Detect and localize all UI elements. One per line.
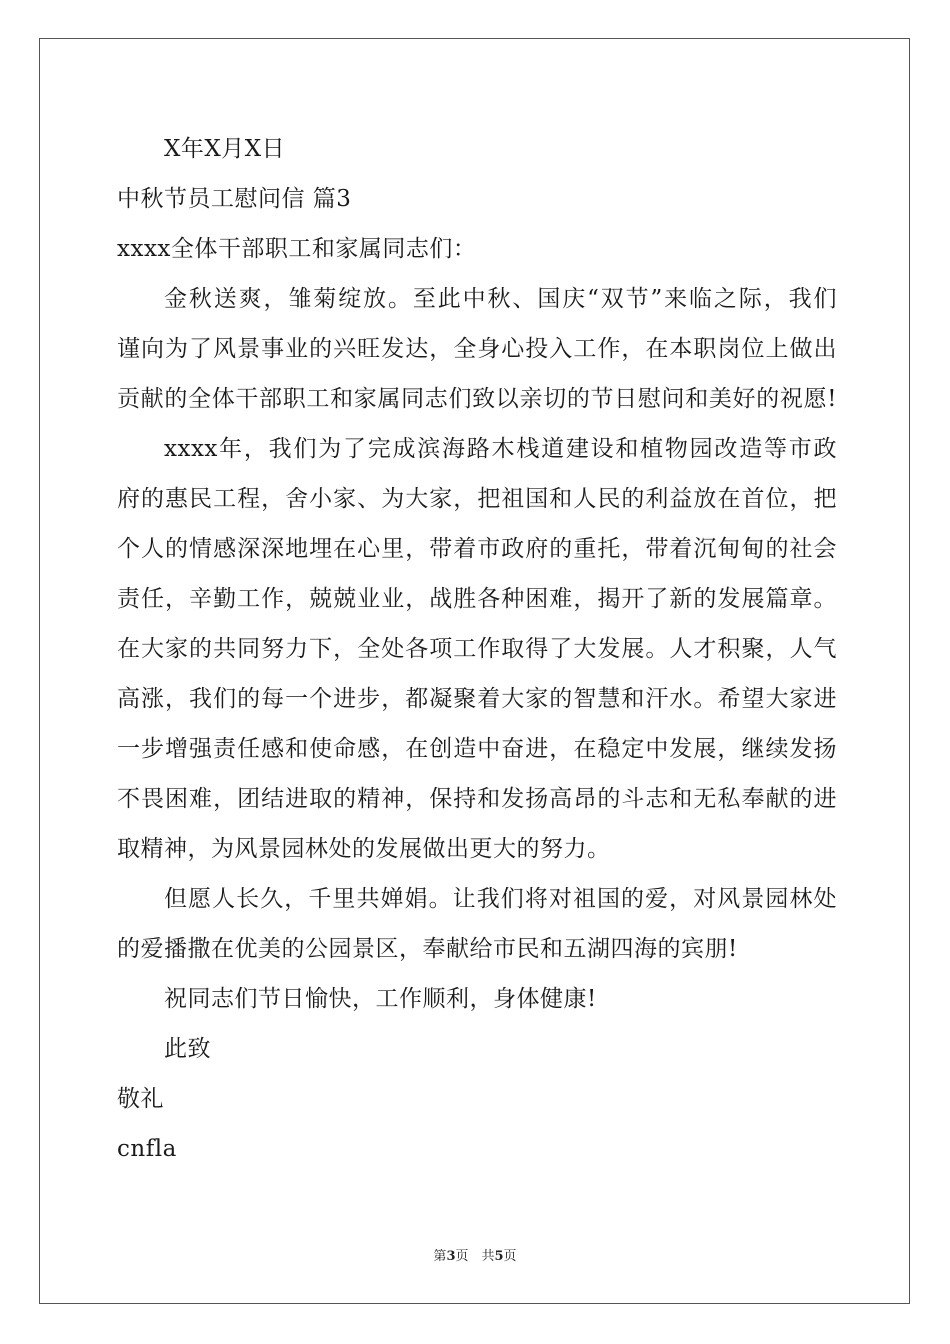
page-number (0, 1245, 950, 1264)
paragraph-line: 责任，辛勤工作，兢兢业业，战胜各种困难，揭开了新的发展篇章。 (117, 586, 837, 612)
paragraph-line: 的爱播撒在优美的公园景区，奉献给市民和五湖四海的宾朋! (117, 936, 738, 962)
signature: cnfla (117, 1136, 177, 1162)
paragraph-line: 一步增强责任感和使命感，在创造中奋进，在稳定中发展，继续发扬 (117, 736, 837, 762)
letter-title: 中秋节员工慰问信 篇3 (117, 186, 352, 212)
paragraph-line: 取精神，为风景园林处的发展做出更大的努力。 (117, 836, 611, 862)
paragraph-1 (117, 274, 837, 424)
salutation: xxxx全体干部职工和家属同志们： (117, 236, 477, 262)
page-prefix: 第 (433, 1249, 447, 1264)
paragraph-line: 但愿人长久，千里共婵娟。让我们将对祖国的爱，对风景园林处 (164, 886, 837, 912)
paragraph-line: xxxx年，我们为了完成滨海路木栈道建设和植物园改造等市政 (164, 436, 837, 462)
paragraph-2 (117, 424, 837, 874)
date-line: X年X月X日 (164, 136, 286, 162)
closing-jingli: 敬礼 (117, 1086, 164, 1112)
page-mid: 页 共 (455, 1249, 495, 1264)
letter-body (117, 124, 837, 1174)
page-total: 5 (494, 1249, 504, 1264)
paragraph-line: 在大家的共同努力下，全处各项工作取得了大发展。人才积聚，人气 (117, 636, 837, 662)
page-current: 3 (446, 1249, 456, 1264)
paragraph-line: 谨向为了风景事业的兴旺发达，全身心投入工作，在本职岗位上做出 (117, 336, 837, 362)
paragraph-line: 贡献的全体干部职工和家属同志们致以亲切的节日慰问和美好的祝愿! (117, 386, 837, 412)
paragraph-line: 府的惠民工程，舍小家、为大家，把祖国和人民的利益放在首位，把 (117, 486, 837, 512)
paragraph-3 (117, 874, 837, 974)
page-suffix: 页 (503, 1249, 517, 1264)
paragraph-line: 个人的情感深深地埋在心里，带着市政府的重托，带着沉甸甸的社会 (117, 536, 837, 562)
paragraph-line: 不畏困难，团结进取的精神，保持和发扬高昂的斗志和无私奉献的进 (117, 786, 837, 812)
closing-cizhi: 此致 (164, 1036, 211, 1062)
wishes-line: 祝同志们节日愉快，工作顺利，身体健康! (164, 986, 597, 1012)
paragraph-line: 高涨，我们的每一个进步，都凝聚着大家的智慧和汗水。希望大家进 (117, 686, 837, 712)
paragraph-line: 金秋送爽，雏菊绽放。至此中秋、国庆“双节”来临之际，我们 (164, 286, 837, 312)
